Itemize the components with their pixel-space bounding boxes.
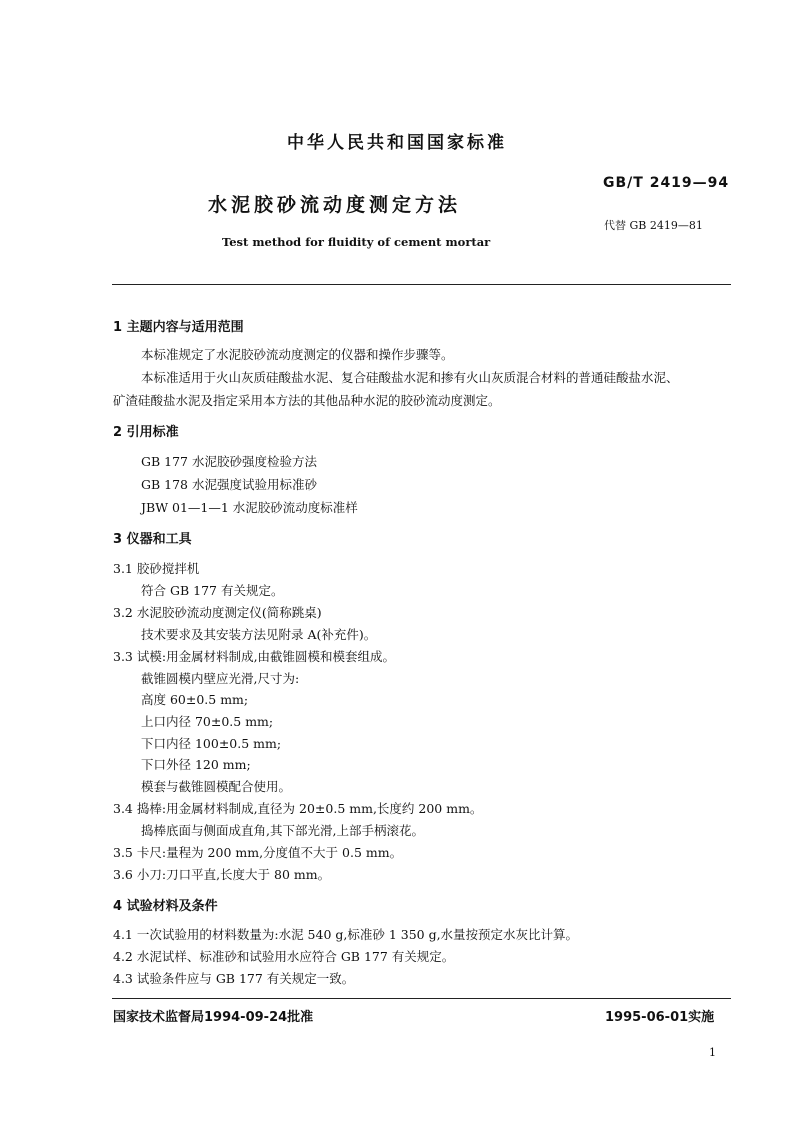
item-4-3: 4.3 试验条件应与 GB 177 有关规定一致。 (113, 971, 355, 986)
section-1-heading: 1 主题内容与适用范围 (113, 320, 244, 335)
item-3-2: 3.2 水泥胶砂流动度测定仪(简称跳桌) (113, 605, 322, 620)
section-1-para-1: 本标准规定了水泥胶砂流动度测定的仪器和操作步骤等。 (141, 347, 454, 362)
item-3-4: 3.4 捣棒:用金属材料制成,直径为 20±0.5 mm,长度约 200 mm。 (113, 801, 483, 816)
item-3-3-detail: 模套与截锥圆模配合使用。 (141, 779, 292, 794)
header-divider (112, 284, 731, 285)
replaces-note: 代替 GB 2419—81 (604, 219, 703, 232)
item-3-1-detail: 符合 GB 177 有关规定。 (141, 583, 284, 598)
item-4-2: 4.2 水泥试样、标准砂和试验用水应符合 GB 177 有关规定。 (113, 949, 455, 964)
implementation-date: 1995-06-01实施 (605, 1010, 715, 1025)
item-3-3-detail: 截锥圆模内壁应光滑,尺寸为: (141, 671, 300, 686)
section-1-para-2a: 本标准适用于火山灰质硅酸盐水泥、复合硅酸盐水泥和掺有火山灰质混合材料的普通硅酸盐水泥、 (141, 370, 679, 385)
section-4-heading: 4 试验材料及条件 (113, 899, 218, 914)
page-number: 1 (709, 1046, 716, 1059)
reference-item: GB 177 水泥胶砂强度检验方法 (141, 454, 317, 469)
section-1-para-2b: 矿渣硅酸盐水泥及指定采用本方法的其他品种水泥的胶砂流动度测定。 (113, 393, 501, 408)
item-3-4-detail: 捣棒底面与侧面成直角,其下部光滑,上部手柄滚花。 (141, 823, 424, 838)
standard-code: GB/T 2419—94 (603, 175, 730, 191)
item-3-3: 3.3 试模:用金属材料制成,由截锥圆模和模套组成。 (113, 649, 396, 664)
item-4-1: 4.1 一次试验用的材料数量为:水泥 540 g,标准砂 1 350 g,水量按预定水灰比计算。 (113, 927, 579, 942)
national-standard-heading: 中华人民共和国国家标准 (287, 133, 507, 153)
item-3-3-detail: 上口内径 70±0.5 mm; (141, 714, 274, 729)
title-english: Test method for fluidity of cement mortar (222, 235, 491, 249)
approval-date: 国家技术监督局1994-09-24批准 (113, 1010, 314, 1025)
reference-item: GB 178 水泥强度试验用标准砂 (141, 477, 317, 492)
item-3-2-detail: 技术要求及其安装方法见附录 A(补充件)。 (141, 627, 377, 642)
title-chinese: 水泥胶砂流动度测定方法 (208, 194, 462, 216)
item-3-5: 3.5 卡尺:量程为 200 mm,分度值不大于 0.5 mm。 (113, 845, 403, 860)
item-3-6: 3.6 小刀:刀口平直,长度大于 80 mm。 (113, 867, 331, 882)
section-2-heading: 2 引用标准 (113, 425, 179, 440)
footer-divider (112, 998, 731, 999)
item-3-1: 3.1 胶砂搅拌机 (113, 561, 200, 576)
item-3-3-detail: 下口外径 120 mm; (141, 757, 251, 772)
reference-item: JBW 01—1—1 水泥胶砂流动度标准样 (141, 500, 358, 515)
item-3-3-detail: 下口内径 100±0.5 mm; (141, 736, 282, 751)
section-3-heading: 3 仪器和工具 (113, 532, 192, 547)
item-3-3-detail: 高度 60±0.5 mm; (141, 692, 249, 707)
